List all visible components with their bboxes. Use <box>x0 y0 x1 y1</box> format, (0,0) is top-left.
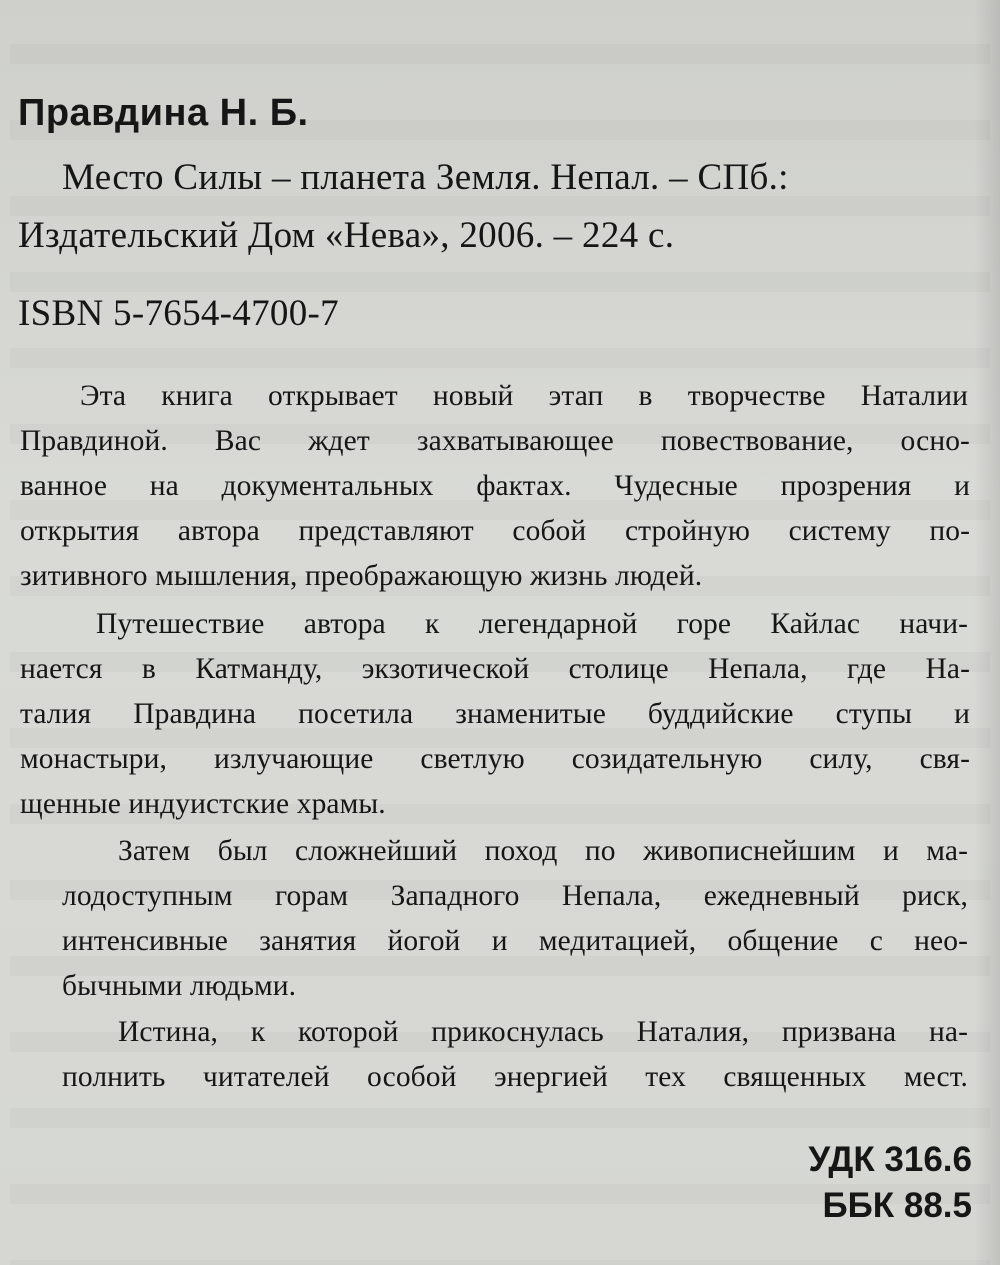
isbn: ISBN 5-7654-4700-7 <box>18 293 339 334</box>
paragraph-2-line-2: нается в Катманду, экзотической столице Непала, где На- <box>20 653 970 685</box>
paragraph-2-line-1: Путешествие автора к легендарной горе Кайлас начи- <box>96 608 968 640</box>
paragraph-3-line-3: интенсивные занятия йогой и медитацией, общение с нео- <box>62 925 968 957</box>
paragraph-2-line-5: щенные индуистские храмы. <box>20 788 386 820</box>
bibliographic-line-2: Издательский Дом «Нева», 2006. – 224 с. <box>18 215 675 256</box>
paragraph-4-line-2: полнить читателей особой энергией тех священных мест. <box>62 1061 968 1093</box>
bibliographic-line-1: Место Силы – планета Земля. Непал. – СПб.: <box>62 157 789 198</box>
paragraph-1-line-3: ванное на документальных фактах. Чудесные прозрения и <box>20 470 970 502</box>
paragraph-1-line-1: Эта книга открывает новый этап в творчестве Наталии <box>80 380 968 412</box>
bbk-code: ББК 88.5 <box>822 1186 972 1225</box>
paragraph-3-line-2: лодоступным горам Западного Непала, ежедневный риск, <box>62 880 968 912</box>
author-name: Правдина Н. Б. <box>18 92 309 134</box>
page-edge-shadow <box>974 0 1000 1265</box>
paragraph-3-line-1: Затем был сложнейший поход по живописнейшим и ма- <box>118 835 968 867</box>
udc-code: УДК 316.6 <box>808 1140 972 1179</box>
paragraph-2-line-4: монастыри, излучающие светлую созидательную силу, свя- <box>20 743 970 775</box>
paragraph-1-line-2: Правдиной. Вас ждет захватывающее повествование, осно- <box>20 425 970 457</box>
paragraph-3-line-4: бычными людьми. <box>62 970 297 1002</box>
paragraph-1-line-4: открытия автора представляют собой стройную систему по- <box>20 515 970 547</box>
paragraph-2-line-3: талия Правдина посетила знаменитые буддийские ступы и <box>20 698 970 730</box>
paragraph-4-line-1: Истина, к которой прикоснулась Наталия, призвана на- <box>118 1016 968 1048</box>
paragraph-1-line-5: зитивного мышления, преображающую жизнь людей. <box>20 560 703 592</box>
